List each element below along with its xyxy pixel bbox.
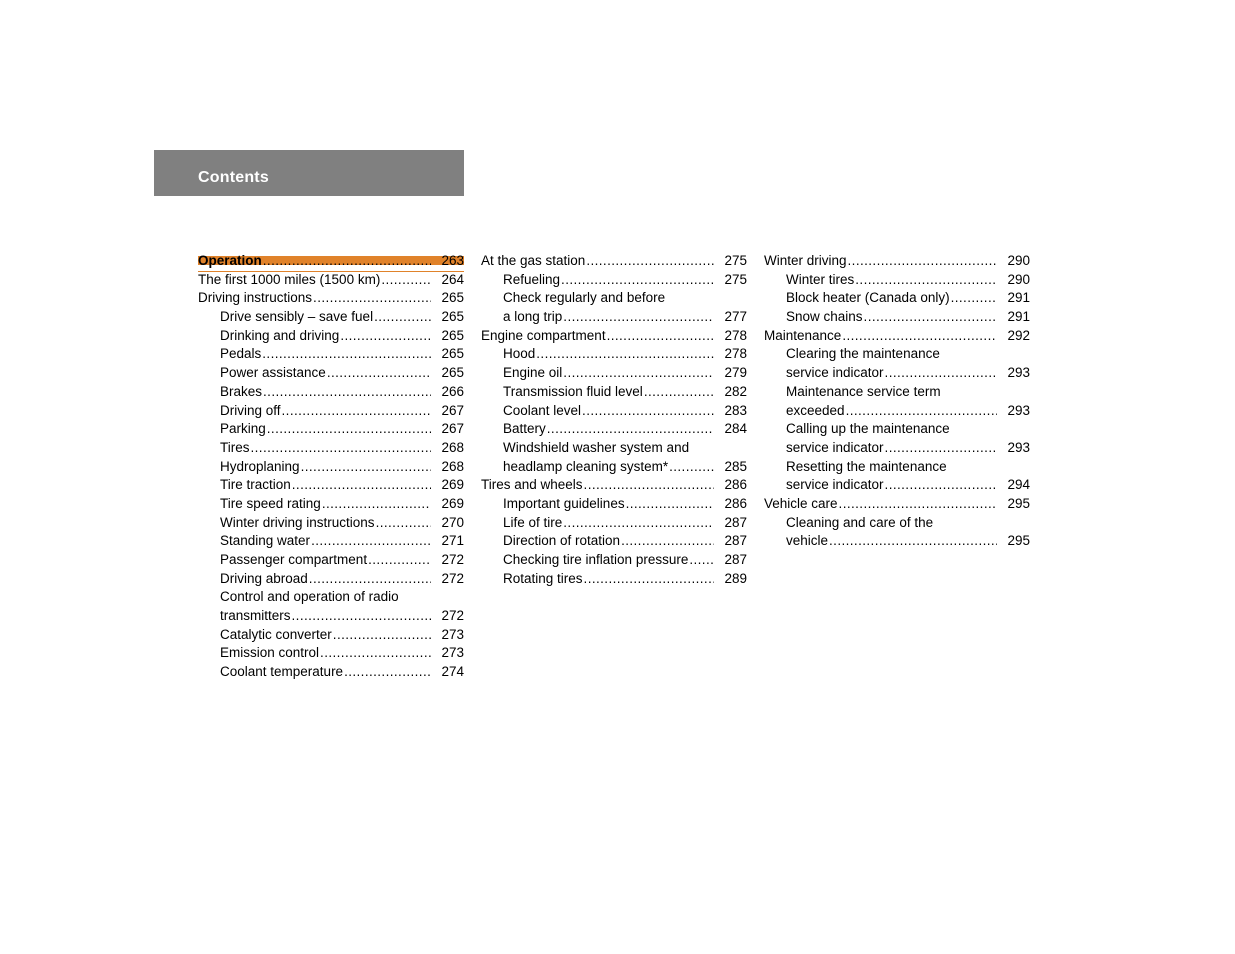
toc-entry[interactable] (198, 551, 464, 570)
toc-entry-label: Direction of rotation (503, 533, 621, 549)
toc-entry[interactable] (198, 644, 464, 663)
toc-entry-label: Block heater (Canada only) (786, 290, 950, 306)
toc-entry-label: Drinking and driving (220, 327, 340, 343)
toc-entry-page: 272 (441, 608, 464, 624)
toc-entry[interactable] (198, 364, 464, 383)
toc-leader-dots (885, 364, 997, 383)
toc-leader-dots (536, 345, 714, 364)
toc-leader-dots (561, 271, 714, 290)
toc-entry[interactable] (481, 420, 747, 439)
toc-entry[interactable] (198, 439, 464, 458)
toc-entry-label: Pedals (220, 346, 262, 362)
toc-entry-label: Calling up the maintenance (786, 421, 950, 437)
toc-entry-page: 290 (1007, 253, 1030, 268)
toc-entry-label: service indicator (786, 439, 884, 455)
toc-entry[interactable] (764, 476, 1030, 495)
toc-entry-label: transmitters (220, 608, 291, 624)
toc-entry[interactable] (198, 626, 464, 645)
toc-entry[interactable] (481, 402, 747, 421)
toc-entry-label: Life of tire (503, 514, 563, 530)
toc-entry[interactable] (481, 532, 747, 551)
toc-entry (764, 383, 1030, 402)
toc-leader-dots (839, 495, 997, 514)
toc-entry[interactable] (198, 327, 464, 346)
toc-entry-page: 274 (441, 664, 464, 680)
toc-entry-page: 265 (441, 327, 464, 343)
toc-entry-label: vehicle (786, 533, 829, 549)
toc-leader-dots (344, 663, 431, 682)
toc-entry[interactable] (481, 551, 747, 570)
toc-leader-dots (376, 514, 431, 533)
toc-entry-page: 292 (1007, 327, 1030, 343)
toc-entry (198, 588, 464, 607)
toc-entry-page: 287 (724, 533, 747, 549)
toc-leader-dots (292, 607, 431, 626)
toc-leader-dots (846, 402, 997, 421)
toc-entry-page: 267 (441, 402, 464, 418)
toc-entry-label: Emission control (220, 645, 320, 661)
toc-leader-dots (848, 252, 997, 271)
toc-leader-dots (267, 420, 431, 439)
toc-entry-label: Operation (198, 253, 262, 268)
toc-entry-label: Snow chains (786, 309, 863, 325)
toc-entry (764, 514, 1030, 533)
toc-entry-label: Check regularly and before (503, 290, 666, 306)
toc-entry-page: 264 (441, 271, 464, 287)
toc-entry-label: Coolant temperature (220, 664, 344, 680)
toc-entry[interactable] (481, 514, 747, 533)
toc-entry-label: Engine compartment (481, 327, 606, 343)
toc-entry-page: 289 (724, 570, 747, 586)
toc-entry-page: 277 (724, 309, 747, 325)
toc-entry-page: 273 (441, 626, 464, 642)
toc-entry[interactable] (764, 327, 1030, 346)
toc-leader-dots (309, 570, 431, 589)
toc-leader-dots (340, 327, 431, 346)
toc-entry-label: Winter driving instructions (220, 514, 375, 530)
toc-leader-dots (368, 551, 431, 570)
toc-leader-dots (547, 420, 714, 439)
toc-entry-label: Winter tires (786, 271, 855, 287)
toc-entry-label: Driving abroad (220, 570, 308, 586)
toc-entry-label: Tires and wheels (481, 477, 583, 493)
toc-leader-dots (381, 271, 431, 290)
toc-entry-label: Clearing the maintenance (786, 346, 940, 362)
toc-entry-page: 275 (724, 271, 747, 287)
toc-entry[interactable] (764, 289, 1030, 308)
toc-entry[interactable] (481, 383, 747, 402)
toc-entry-page: 293 (1007, 365, 1030, 381)
toc-leader-dots (301, 458, 431, 477)
toc-entry[interactable] (198, 476, 464, 495)
toc-entry-page: 295 (1007, 533, 1030, 549)
toc-entry[interactable] (764, 532, 1030, 551)
toc-entry-label: Rotating tires (503, 570, 583, 586)
toc-leader-dots (584, 476, 714, 495)
toc-entry[interactable] (481, 308, 747, 327)
toc-entry-page: 287 (724, 552, 747, 567)
toc-entry (764, 458, 1030, 477)
toc-entry-page: 270 (441, 514, 464, 530)
toc-entry-label: Cleaning and care of the (786, 514, 934, 530)
toc-entry-label: headlamp cleaning system* (503, 458, 669, 474)
toc-entry-page: 275 (724, 253, 747, 268)
toc-entry-page: 290 (1007, 271, 1030, 287)
toc-leader-dots (322, 495, 431, 514)
toc-entry-page: 279 (724, 365, 747, 381)
toc-entry-page: 266 (441, 383, 464, 399)
toc-entry-label: Control and operation of radio (220, 589, 399, 605)
toc-leader-dots (282, 402, 431, 421)
toc-leader-dots (327, 364, 431, 383)
toc-entry-label: Important guidelines (503, 495, 625, 511)
toc-entry-label: Engine oil (503, 365, 563, 381)
toc-entry[interactable] (198, 252, 464, 271)
toc-entry[interactable] (198, 607, 464, 626)
toc-entry-page: 265 (441, 290, 464, 306)
toc-entry-page: 278 (724, 327, 747, 343)
toc-leader-dots (263, 383, 431, 402)
toc-leader-dots (607, 327, 714, 346)
toc-entry[interactable] (481, 271, 747, 290)
toc-entry-page: 284 (724, 421, 747, 437)
toc-leader-dots (644, 383, 714, 402)
toc-entry-label: The first 1000 miles (1500 km) (198, 271, 381, 287)
toc-entry-label: Hood (503, 346, 536, 362)
toc-entry-label: exceeded (786, 402, 845, 418)
toc-entry-page: 293 (1007, 439, 1030, 455)
toc-entry-label: service indicator (786, 477, 884, 493)
toc-entry (764, 345, 1030, 364)
toc-entry[interactable] (198, 495, 464, 514)
toc-entry[interactable] (481, 345, 747, 364)
toc-leader-dots (292, 476, 431, 495)
toc-leader-dots (885, 439, 997, 458)
toc-entry[interactable] (198, 514, 464, 533)
toc-entry[interactable] (198, 402, 464, 421)
toc-entry[interactable] (764, 271, 1030, 290)
toc-entry-page: 286 (724, 477, 747, 493)
toc-leader-dots (689, 551, 714, 570)
toc-entry[interactable] (481, 327, 747, 346)
toc-entry (764, 420, 1030, 439)
toc-entry-label: Hydroplaning (220, 458, 300, 474)
toc-entry-label: Maintenance (764, 327, 842, 343)
toc-leader-dots (563, 308, 714, 327)
toc-entry-label: Windshield washer system and (503, 439, 690, 455)
toc-entry-label: Power assistance (220, 365, 326, 381)
toc-entry[interactable] (764, 402, 1030, 421)
toc-entry-page: 286 (724, 495, 747, 511)
toc-entry-label: Standing water (220, 533, 311, 549)
toc-entry[interactable] (481, 476, 747, 495)
toc-entry[interactable] (198, 345, 464, 364)
toc-leader-dots (885, 476, 997, 495)
toc-entry-label: Resetting the maintenance (786, 458, 947, 474)
toc-entry-label: Driving off (220, 402, 281, 418)
toc-entry-page: 268 (441, 439, 464, 455)
toc-column-3 (764, 252, 1030, 551)
toc-entry-label: Checking tire inflation pressure (503, 552, 689, 567)
toc-leader-dots (855, 271, 997, 290)
toc-entry[interactable] (198, 308, 464, 327)
toc-leader-dots (669, 458, 714, 477)
toc-entry-page: 294 (1007, 477, 1030, 493)
toc-entry-label: Coolant level (503, 402, 582, 418)
toc-entry-label: Driving instructions (198, 290, 313, 306)
toc-entry-page: 272 (441, 552, 464, 567)
toc-entry-page: 269 (441, 477, 464, 493)
toc-leader-dots (263, 252, 431, 271)
toc-leader-dots (621, 532, 714, 551)
toc-leader-dots (374, 308, 431, 327)
toc-entry-label: service indicator (786, 365, 884, 381)
toc-entry[interactable] (764, 495, 1030, 514)
toc-leader-dots (320, 644, 431, 663)
toc-entry-page: 265 (441, 365, 464, 381)
toc-leader-dots (313, 289, 431, 308)
toc-column-1 (198, 252, 464, 682)
toc-entry-page: 267 (441, 421, 464, 437)
toc-entry[interactable] (198, 271, 464, 290)
toc-entry[interactable] (481, 252, 747, 271)
toc-entry[interactable] (198, 420, 464, 439)
toc-entry-label: Brakes (220, 383, 263, 399)
toc-leader-dots (586, 252, 714, 271)
toc-entry-label: Vehicle care (764, 495, 838, 511)
toc-leader-dots (563, 514, 714, 533)
toc-entry-page: 293 (1007, 402, 1030, 418)
toc-entry[interactable] (764, 252, 1030, 271)
toc-entry[interactable] (198, 570, 464, 589)
toc-entry[interactable] (198, 532, 464, 551)
toc-leader-dots (951, 289, 997, 308)
toc-entry-label: Battery (503, 421, 546, 437)
toc-entry-page: 271 (441, 533, 464, 549)
toc-entry-page: 285 (724, 458, 747, 474)
toc-entry[interactable] (198, 663, 464, 682)
toc-leader-dots (333, 626, 431, 645)
toc-entry-label: Tire speed rating (220, 495, 321, 511)
toc-entry[interactable] (764, 364, 1030, 383)
toc-entry-page: 269 (441, 495, 464, 511)
toc-entry-label: Transmission fluid level (503, 383, 643, 399)
toc-entry-page: 291 (1007, 290, 1030, 306)
toc-entry[interactable] (481, 458, 747, 477)
toc-entry[interactable] (481, 570, 747, 589)
toc-leader-dots (842, 327, 997, 346)
toc-entry-label: Passenger compartment (220, 552, 368, 567)
toc-entry[interactable] (764, 439, 1030, 458)
toc-leader-dots (262, 345, 431, 364)
toc-leader-dots (563, 364, 714, 383)
toc-entry-label: Drive sensibly – save fuel (220, 309, 374, 325)
toc-entry-page: 272 (441, 570, 464, 586)
toc-entry-page: 283 (724, 402, 747, 418)
toc-entry-page: 273 (441, 645, 464, 661)
toc-entry[interactable] (198, 383, 464, 402)
toc-entry-label: Parking (220, 421, 266, 437)
toc-entry-page: 287 (724, 514, 747, 530)
toc-leader-dots (829, 532, 997, 551)
toc-entry-page: 291 (1007, 309, 1030, 325)
toc-entry-label: At the gas station (481, 253, 586, 268)
toc-entry-page: 268 (441, 458, 464, 474)
toc-entry-page: 282 (724, 383, 747, 399)
toc-entry-label: Catalytic converter (220, 626, 332, 642)
toc-leader-dots (311, 532, 431, 551)
toc-entry-label: Tires (220, 439, 250, 455)
section-header-bar (154, 150, 464, 196)
toc-entry[interactable] (481, 364, 747, 383)
toc-entry-page: 278 (724, 346, 747, 362)
toc-leader-dots (251, 439, 432, 458)
toc-entry-page: 295 (1007, 495, 1030, 511)
section-title: Contents (198, 169, 269, 186)
toc-entry-label: Maintenance service term (786, 383, 941, 399)
toc-entry-page: 265 (441, 346, 464, 362)
toc-entry[interactable] (198, 458, 464, 477)
toc-entry[interactable] (764, 308, 1030, 327)
toc-entry[interactable] (198, 289, 464, 308)
toc-leader-dots (584, 570, 714, 589)
toc-leader-dots (626, 495, 714, 514)
toc-entry-label: Tire traction (220, 477, 291, 493)
toc-entry-label: Refueling (503, 271, 561, 287)
toc-leader-dots (582, 402, 714, 421)
toc-entry-label: a long trip (503, 309, 563, 325)
toc-entry (481, 439, 747, 458)
toc-entry-page: 265 (441, 309, 464, 325)
toc-entry-page: 263 (441, 253, 464, 268)
toc-entry (481, 289, 747, 308)
toc-column-2 (481, 252, 747, 588)
toc-entry[interactable] (481, 495, 747, 514)
toc-leader-dots (864, 308, 997, 327)
toc-entry-label: Winter driving (764, 253, 847, 268)
